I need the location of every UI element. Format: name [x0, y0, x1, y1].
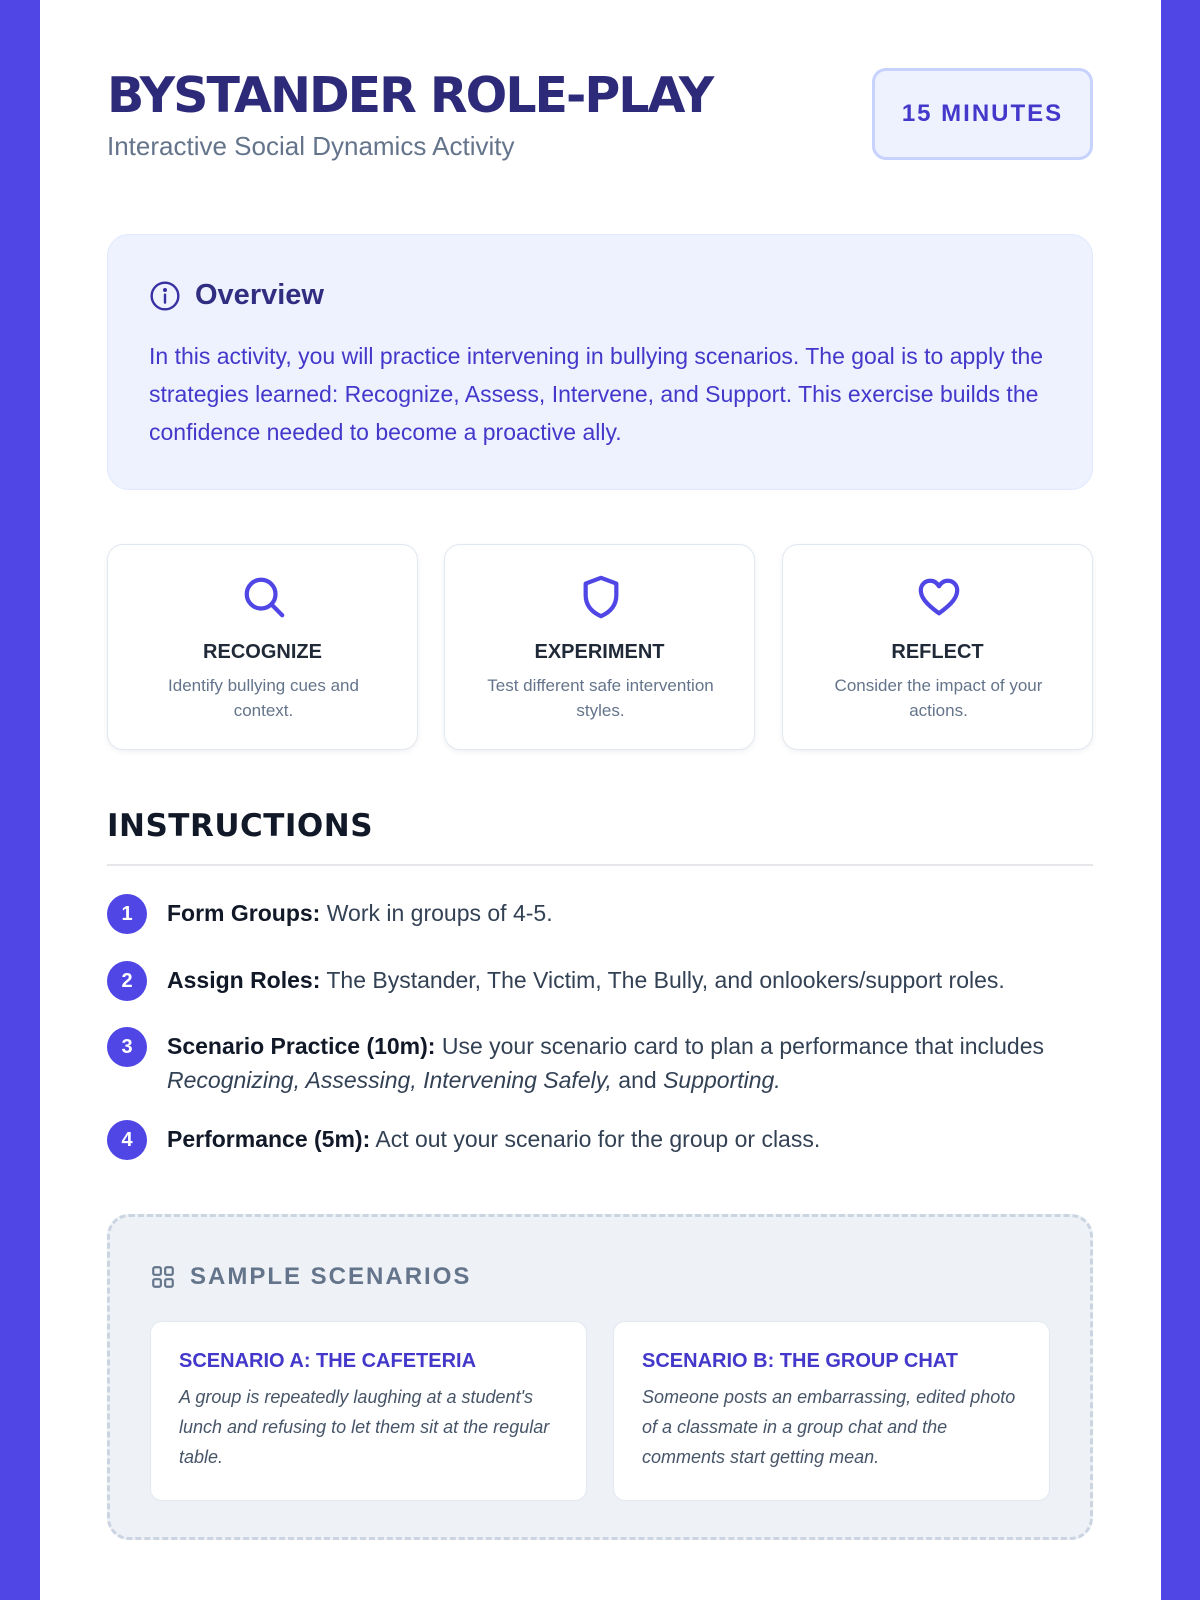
divider — [107, 864, 1093, 866]
feature-card-recognize — [107, 544, 418, 750]
feature-card-experiment — [444, 544, 755, 750]
page-subtitle: Interactive Social Dynamics Activity — [107, 131, 515, 161]
overview-body: In this activity, you will practice intervening in bullying scenarios. The goal is to apply the strategies learned: Recognize, Assess, Intervene, and Support. This exercise builds the confidence needed to become a proactive ally. — [149, 343, 1044, 445]
step-number: 1 — [107, 894, 147, 934]
step-label: Performance (5m): — [167, 1126, 371, 1152]
sample-scenarios-title: SAMPLE SCENARIOS — [190, 1263, 472, 1290]
step-body: The Bystander, The Victim, The Bully, and onlookers/support roles. — [320, 967, 1005, 993]
scenario-card-b — [613, 1321, 1050, 1501]
overview-panel — [107, 234, 1093, 490]
step-body: Work in groups of 4-5. — [320, 900, 553, 926]
step-text — [167, 896, 1067, 930]
feature-description: Identify bullying cues and context. — [168, 676, 359, 720]
instructions-title: INSTRUCTIONS — [107, 808, 374, 844]
info-icon — [149, 280, 181, 312]
step-text — [167, 963, 1067, 997]
scenario-description: A group is repeatedly laughing at a student's lunch and refusing to let them sit at the regular table. — [179, 1387, 550, 1467]
page-title: BYSTANDER ROLE-PLAY — [107, 67, 713, 124]
scenario-card-a — [150, 1321, 587, 1501]
scenario-title: SCENARIO B: THE GROUP CHAT — [642, 1350, 958, 1372]
feature-name: RECOGNIZE — [203, 641, 322, 663]
grid-icon — [150, 1264, 176, 1290]
sample-scenarios-header — [150, 1263, 471, 1291]
feature-name: EXPERIMENT — [534, 641, 665, 663]
feature-cards — [107, 544, 1093, 750]
feature-description: Consider the impact of your actions. — [834, 676, 1043, 720]
sample-scenarios-panel — [107, 1214, 1093, 1540]
step-number: 4 — [107, 1120, 147, 1160]
step-emphasis: Recognizing, Assessing, Intervening Safely, — [167, 1067, 612, 1093]
step-label: Assign Roles: — [167, 967, 321, 993]
scenario-description: Someone posts an embarrassing, edited photo of a classmate in a group chat and the comments start getting mean. — [642, 1387, 1016, 1467]
overview-header — [149, 279, 324, 312]
search-icon — [241, 573, 287, 621]
scenario-title: SCENARIO A: THE CAFETERIA — [179, 1350, 477, 1372]
step-body: Use your scenario card to plan a performance that includes — [435, 1033, 1044, 1059]
feature-card-reflect — [782, 544, 1093, 750]
step-body: and — [611, 1067, 664, 1093]
duration-badge: 15 MINUTES — [872, 68, 1093, 160]
step-body: Act out your scenario for the group or class. — [370, 1126, 821, 1152]
feature-name: REFLECT — [891, 641, 984, 663]
step-text — [167, 1029, 1067, 1097]
activity-page — [40, 0, 1161, 1600]
heart-icon — [916, 573, 962, 621]
overview-title: Overview — [195, 279, 324, 311]
step-text — [167, 1122, 1067, 1156]
header — [107, 64, 1093, 174]
step-emphasis: Supporting. — [663, 1067, 781, 1093]
feature-description: Test different safe intervention styles. — [487, 676, 714, 720]
step-number: 2 — [107, 961, 147, 1001]
shield-icon — [578, 573, 624, 621]
step-label: Form Groups: — [167, 900, 321, 926]
step-label: Scenario Practice (10m): — [167, 1033, 436, 1059]
step-number: 3 — [107, 1027, 147, 1067]
